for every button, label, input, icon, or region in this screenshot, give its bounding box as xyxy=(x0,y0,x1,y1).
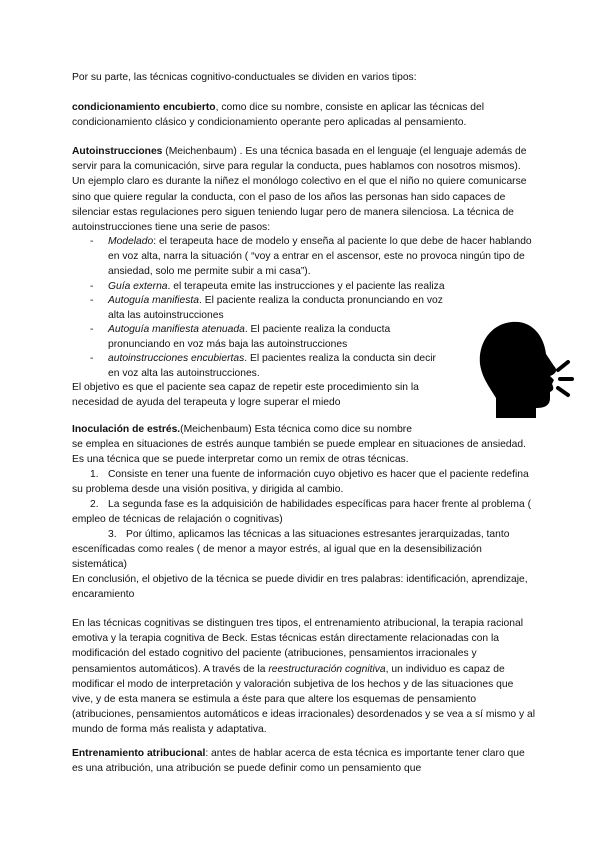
speaking-head-icon xyxy=(472,318,576,422)
cognitivas-text1: En las técnicas cognitivas se distinguen tres tipos, el entrenamiento atribucional, la terapia racional emotiva y la terapia cognitiva de Beck. Estas técnicas están directamente relacionadas con la modificación del estado cognitivo del paciente (atribuciones, pensamientos irracionales y pensamientos automáticos). A través de la xyxy=(72,618,524,675)
step-autoinstrucciones-encubiertas xyxy=(108,351,448,381)
entrenamiento-paragraph xyxy=(72,746,532,776)
autoinstrucciones-text: . Es una técnica basada en el lenguaje (el lenguaje además de servir para la comunicación, sirve para regular la conducta, pues hablamos con nosotros mismos). Un ejemplo claro es durante la niñez el monólogo colectivo en el que el niño no quiere comunicarse sino que quiere regular la conducta, con el paso de los años las personas han sido capaces de silenciar estas regulaciones pero siguen teniendo lugar pero de manera silenciosa. La técnica de autoinstrucciones tiene una serie de pasos: xyxy=(72,146,527,234)
condicionamiento-term: condicionamiento encubierto xyxy=(72,102,216,113)
item-number: 3. xyxy=(108,529,117,540)
cognitivas-text2: , un individuo es capaz de modificar el modo de interpretación y valoración subjetiva de los hechos y de las situaciones que vive, y de esta manera se estimula a éste para que altere los esquemas de pensamiento (atribuciones, pensamientos automáticos e ideas irracionales) desordenados y se vea a sí mismo y al mundo de forma más realista y adaptativa. xyxy=(72,663,536,736)
step-dash: - xyxy=(90,295,94,306)
intro-paragraph: Por su parte, las técnicas cognitivo-conductuales se dividen en varios tipos: xyxy=(72,72,417,83)
inoculacion-paragraph: se emplea en situaciones de estrés aunque también se puede emplear en situaciones de ansiedad. Es una técnica que se puede interpretar como un remix de otras técnicas. xyxy=(72,439,526,466)
inoculacion-item-2: La segunda fase es la adquisición de habilidades específicas para hacer frente al problema ( empleo de técnicas de relajación o cognitivas) xyxy=(72,499,532,526)
inoculacion-text1: Esta técnica como dice su nombre xyxy=(251,424,412,435)
step-text: . El paciente realiza la conducta pronunciando en voz alta las autoinstrucciones xyxy=(108,295,443,322)
step-text: : el terapeuta hace de modelo y enseña al paciente lo que debe de hacer hablando en voz alta, narra la situación ( “voy a entrar en el ascensor, este no provoca ningún tipo de ansiedad, solo me permite subir a mi casa”). xyxy=(108,236,532,278)
entrenamiento-text: : antes de hablar acerca de esta técnica es importante tener claro que es una atribución, una atribución se puede definir como un pensamiento que xyxy=(72,748,525,775)
step-term: Autoguía manifiesta atenuada xyxy=(108,324,245,335)
step-term: autoinstrucciones encubiertas xyxy=(108,353,245,364)
step-autoguia-manifiesta xyxy=(108,293,458,323)
cognitivas-paragraph xyxy=(72,616,536,738)
autoinstrucciones-author: (Meichenbaum) xyxy=(162,146,237,157)
step-dash: - xyxy=(90,324,94,335)
step-term: Modelado xyxy=(108,236,154,247)
condicionamiento-text: , como dice su nombre, consiste en aplicar las técnicas del condicionamiento clásico y condicionamiento operante pero aplicadas al pensamiento. xyxy=(72,102,485,129)
inoculacion-author: (Meichenbaum) xyxy=(180,424,252,435)
inoculacion-term: Inoculación de estrés. xyxy=(72,424,181,435)
inoculacion-heading xyxy=(72,422,532,437)
step-text: . El pacientes realiza la conducta sin decir en voz alta las autoinstrucciones. xyxy=(108,353,436,380)
inoculacion-item-1: Consiste en tener una fuente de información cuyo objetivo es hacer que el paciente redefina su problema desde una visión positiva, y dirigida al cambio. xyxy=(72,469,529,496)
autoinstrucciones-paragraph xyxy=(72,144,534,235)
inoculacion-item-3: Por último, aplicamos las técnicas a las situaciones estresantes jerarquizadas, tanto esceníficadas como reales ( de menor a mayor estrés, al igual que en la desensibilización sistemática) xyxy=(72,529,510,571)
autoinstrucciones-objective: El objetivo es que el paciente sea capaz de repetir este procedimiento sin la necesidad de ayuda del terapeuta y logre superar el miedo xyxy=(72,382,419,409)
inoculacion-conclusion: En conclusión, el objetivo de la técnica se puede dividir en tres palabras: identificación, aprendizaje, encaramiento xyxy=(72,574,528,601)
autoinstrucciones-term: Autoinstrucciones xyxy=(72,146,163,157)
step-guia-externa xyxy=(108,279,534,294)
item-number: 2. xyxy=(90,499,99,510)
entrenamiento-term: Entrenamiento atribucional xyxy=(72,748,206,759)
step-text: . el terapeuta emite las instrucciones y el paciente las realiza xyxy=(167,281,445,292)
step-modelado xyxy=(108,234,534,280)
step-dash: - xyxy=(90,281,94,292)
step-term: Autoguía manifiesta xyxy=(108,295,200,306)
step-dash: - xyxy=(90,236,94,247)
step-term: Guía externa xyxy=(108,281,168,292)
step-autoguia-atenuada xyxy=(108,322,448,352)
cognitivas-italic: reestructuración cognitiva xyxy=(268,663,386,675)
step-text: . El paciente realiza la conducta pronunciando en voz más baja las autoinstrucciones xyxy=(108,324,391,351)
item-number: 1. xyxy=(90,469,99,480)
condicionamiento-paragraph xyxy=(72,100,532,130)
step-dash: - xyxy=(90,353,94,364)
